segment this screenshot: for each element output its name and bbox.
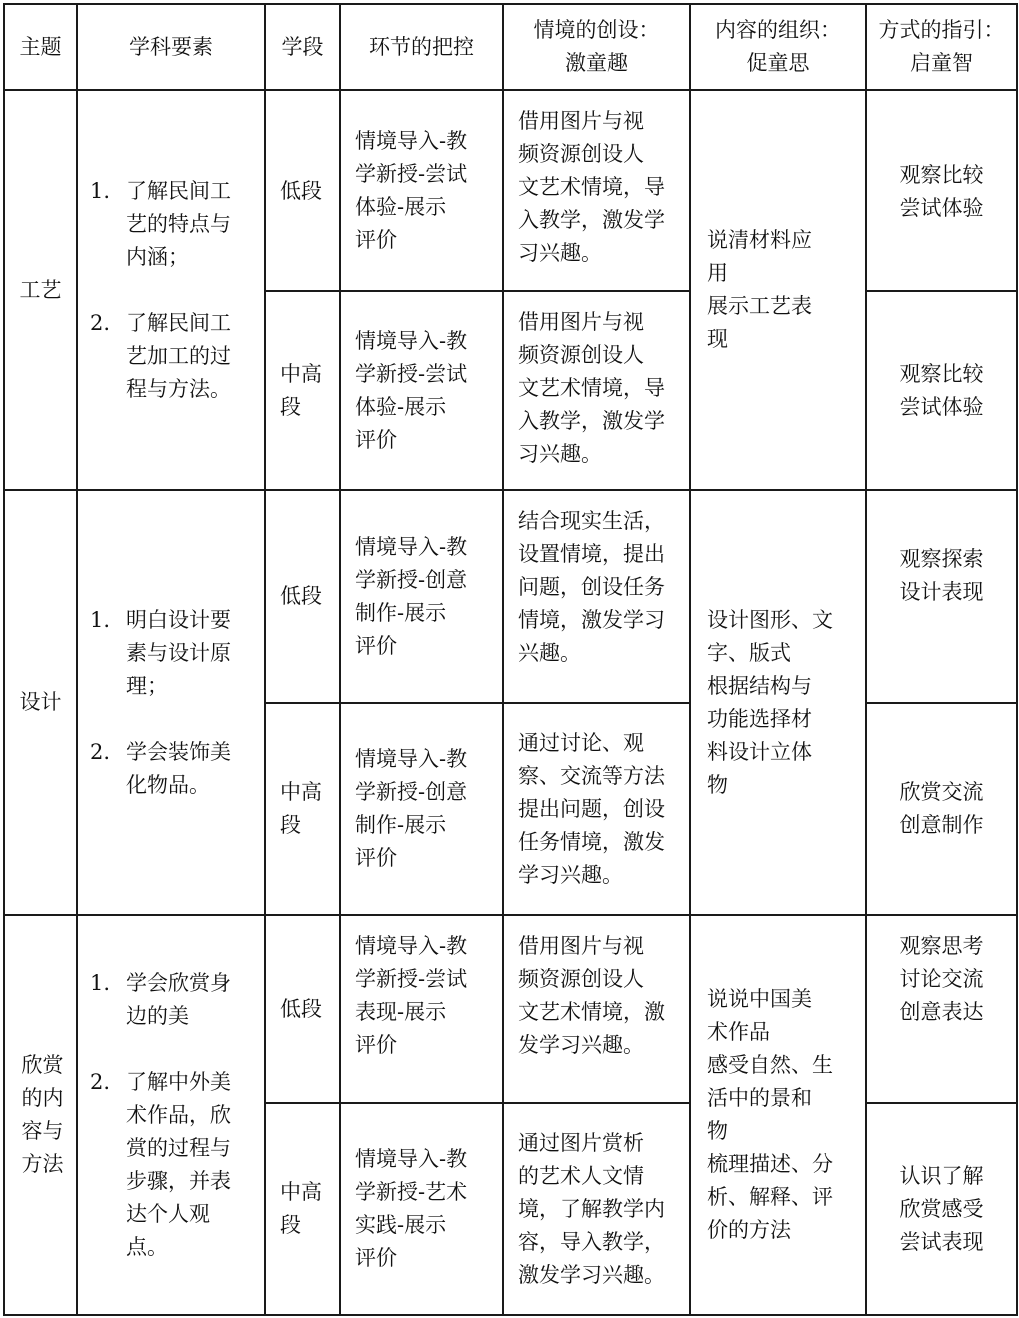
- list-item: [90, 175, 252, 274]
- situation-cell: 借用图片与视 频资源创设人 文艺术情境，激 发学习兴趣。: [503, 915, 690, 1103]
- table-row: [4, 490, 1017, 703]
- header-content: 内容的组织： 促童思: [690, 4, 866, 90]
- topic-cell: 工艺: [4, 90, 77, 490]
- method-cell: 观察思考 讨论交流 创意表达: [866, 915, 1017, 1103]
- topic-cell: 设计: [4, 490, 77, 915]
- stage-cell: 低段: [265, 490, 340, 703]
- stage-cell: 中高 段: [265, 1103, 340, 1315]
- step-cell: 情境导入-教 学新授-创意 制作-展示 评价: [340, 490, 503, 703]
- method-cell: 观察比较 尝试体验: [866, 90, 1017, 291]
- list-text: 了解民间工 艺的特点与 内涵；: [126, 178, 231, 269]
- list-number: 1.: [90, 607, 111, 632]
- list-number: 2.: [90, 310, 111, 335]
- list-number: 2.: [90, 1069, 111, 1094]
- content-cell: 设计图形、文 字、版式 根据结构与 功能选择材 料设计立体 物: [690, 490, 866, 915]
- list-number: 2.: [90, 739, 111, 764]
- situation-cell: 通过讨论、观 察、交流等方法 提出问题，创设 任务情境，激发 学习兴趣。: [503, 703, 690, 915]
- situation-cell: 借用图片与视 频资源创设人 文艺术情境，导 入教学，激发学 习兴趣。: [503, 291, 690, 490]
- stage-cell: 中高 段: [265, 703, 340, 915]
- situation-cell: 结合现实生活， 设置情境，提出 问题，创设任务 情境，激发学习 兴趣。: [503, 490, 690, 703]
- stage-cell: 低段: [265, 90, 340, 291]
- list-item: [90, 1066, 252, 1264]
- method-cell: 观察比较 尝试体验: [866, 291, 1017, 490]
- step-cell: 情境导入-教 学新授-尝试 体验-展示 评价: [340, 90, 503, 291]
- list-item: [90, 604, 252, 703]
- curriculum-table: [3, 3, 1018, 1316]
- list-item: [90, 736, 252, 802]
- elements-cell: [77, 915, 265, 1315]
- situation-cell: 通过图片赏析 的艺术人文情 境，了解教学内 容，导入教学， 激发学习兴趣。: [503, 1103, 690, 1315]
- step-cell: 情境导入-教 学新授-艺术 实践-展示 评价: [340, 1103, 503, 1315]
- header-stage: 学段: [265, 4, 340, 90]
- header-step: 环节的把控: [340, 4, 503, 90]
- table-row: [4, 90, 1017, 291]
- step-cell: 情境导入-教 学新授-尝试 表现-展示 评价: [340, 915, 503, 1103]
- list-text: 学会欣赏身 边的美: [126, 970, 231, 1028]
- list-text: 学会装饰美 化物品。: [126, 739, 231, 797]
- header-elements: 学科要素: [77, 4, 265, 90]
- list-number: 1.: [90, 178, 111, 203]
- list-number: 1.: [90, 970, 111, 995]
- list-text: 了解中外美 术作品，欣 赏的过程与 步骤，并表 达个人观 点。: [126, 1069, 231, 1259]
- header-method: 方式的指引： 启童智: [866, 4, 1017, 90]
- header-topic: 主题: [4, 4, 77, 90]
- situation-cell: 借用图片与视 频资源创设人 文艺术情境，导 入教学，激发学 习兴趣。: [503, 90, 690, 291]
- content-cell: 说说中国美 术作品 感受自然、生 活中的景和 物 梳理描述、分 析、解释、评 价的方法: [690, 915, 866, 1315]
- stage-cell: 低段: [265, 915, 340, 1103]
- step-cell: 情境导入-教 学新授-创意 制作-展示 评价: [340, 703, 503, 915]
- table-row: [4, 915, 1017, 1103]
- stage-cell: 中高 段: [265, 291, 340, 490]
- header-row: [4, 4, 1017, 90]
- list-item: [90, 307, 252, 406]
- method-cell: 观察探索 设计表现: [866, 490, 1017, 703]
- step-cell: 情境导入-教 学新授-尝试 体验-展示 评价: [340, 291, 503, 490]
- elements-cell: [77, 490, 265, 915]
- method-cell: 欣赏交流 创意制作: [866, 703, 1017, 915]
- list-text: 明白设计要 素与设计原 理；: [126, 607, 231, 698]
- header-situation: 情境的创设： 激童趣: [503, 4, 690, 90]
- topic-cell: 欣赏 的内 容与 方法: [4, 915, 77, 1315]
- list-text: 了解民间工 艺加工的过 程与方法。: [126, 310, 231, 401]
- method-cell: 认识了解 欣赏感受 尝试表现: [866, 1103, 1017, 1315]
- elements-cell: [77, 90, 265, 490]
- content-cell: 说清材料应 用 展示工艺表 现: [690, 90, 866, 490]
- list-item: [90, 967, 252, 1033]
